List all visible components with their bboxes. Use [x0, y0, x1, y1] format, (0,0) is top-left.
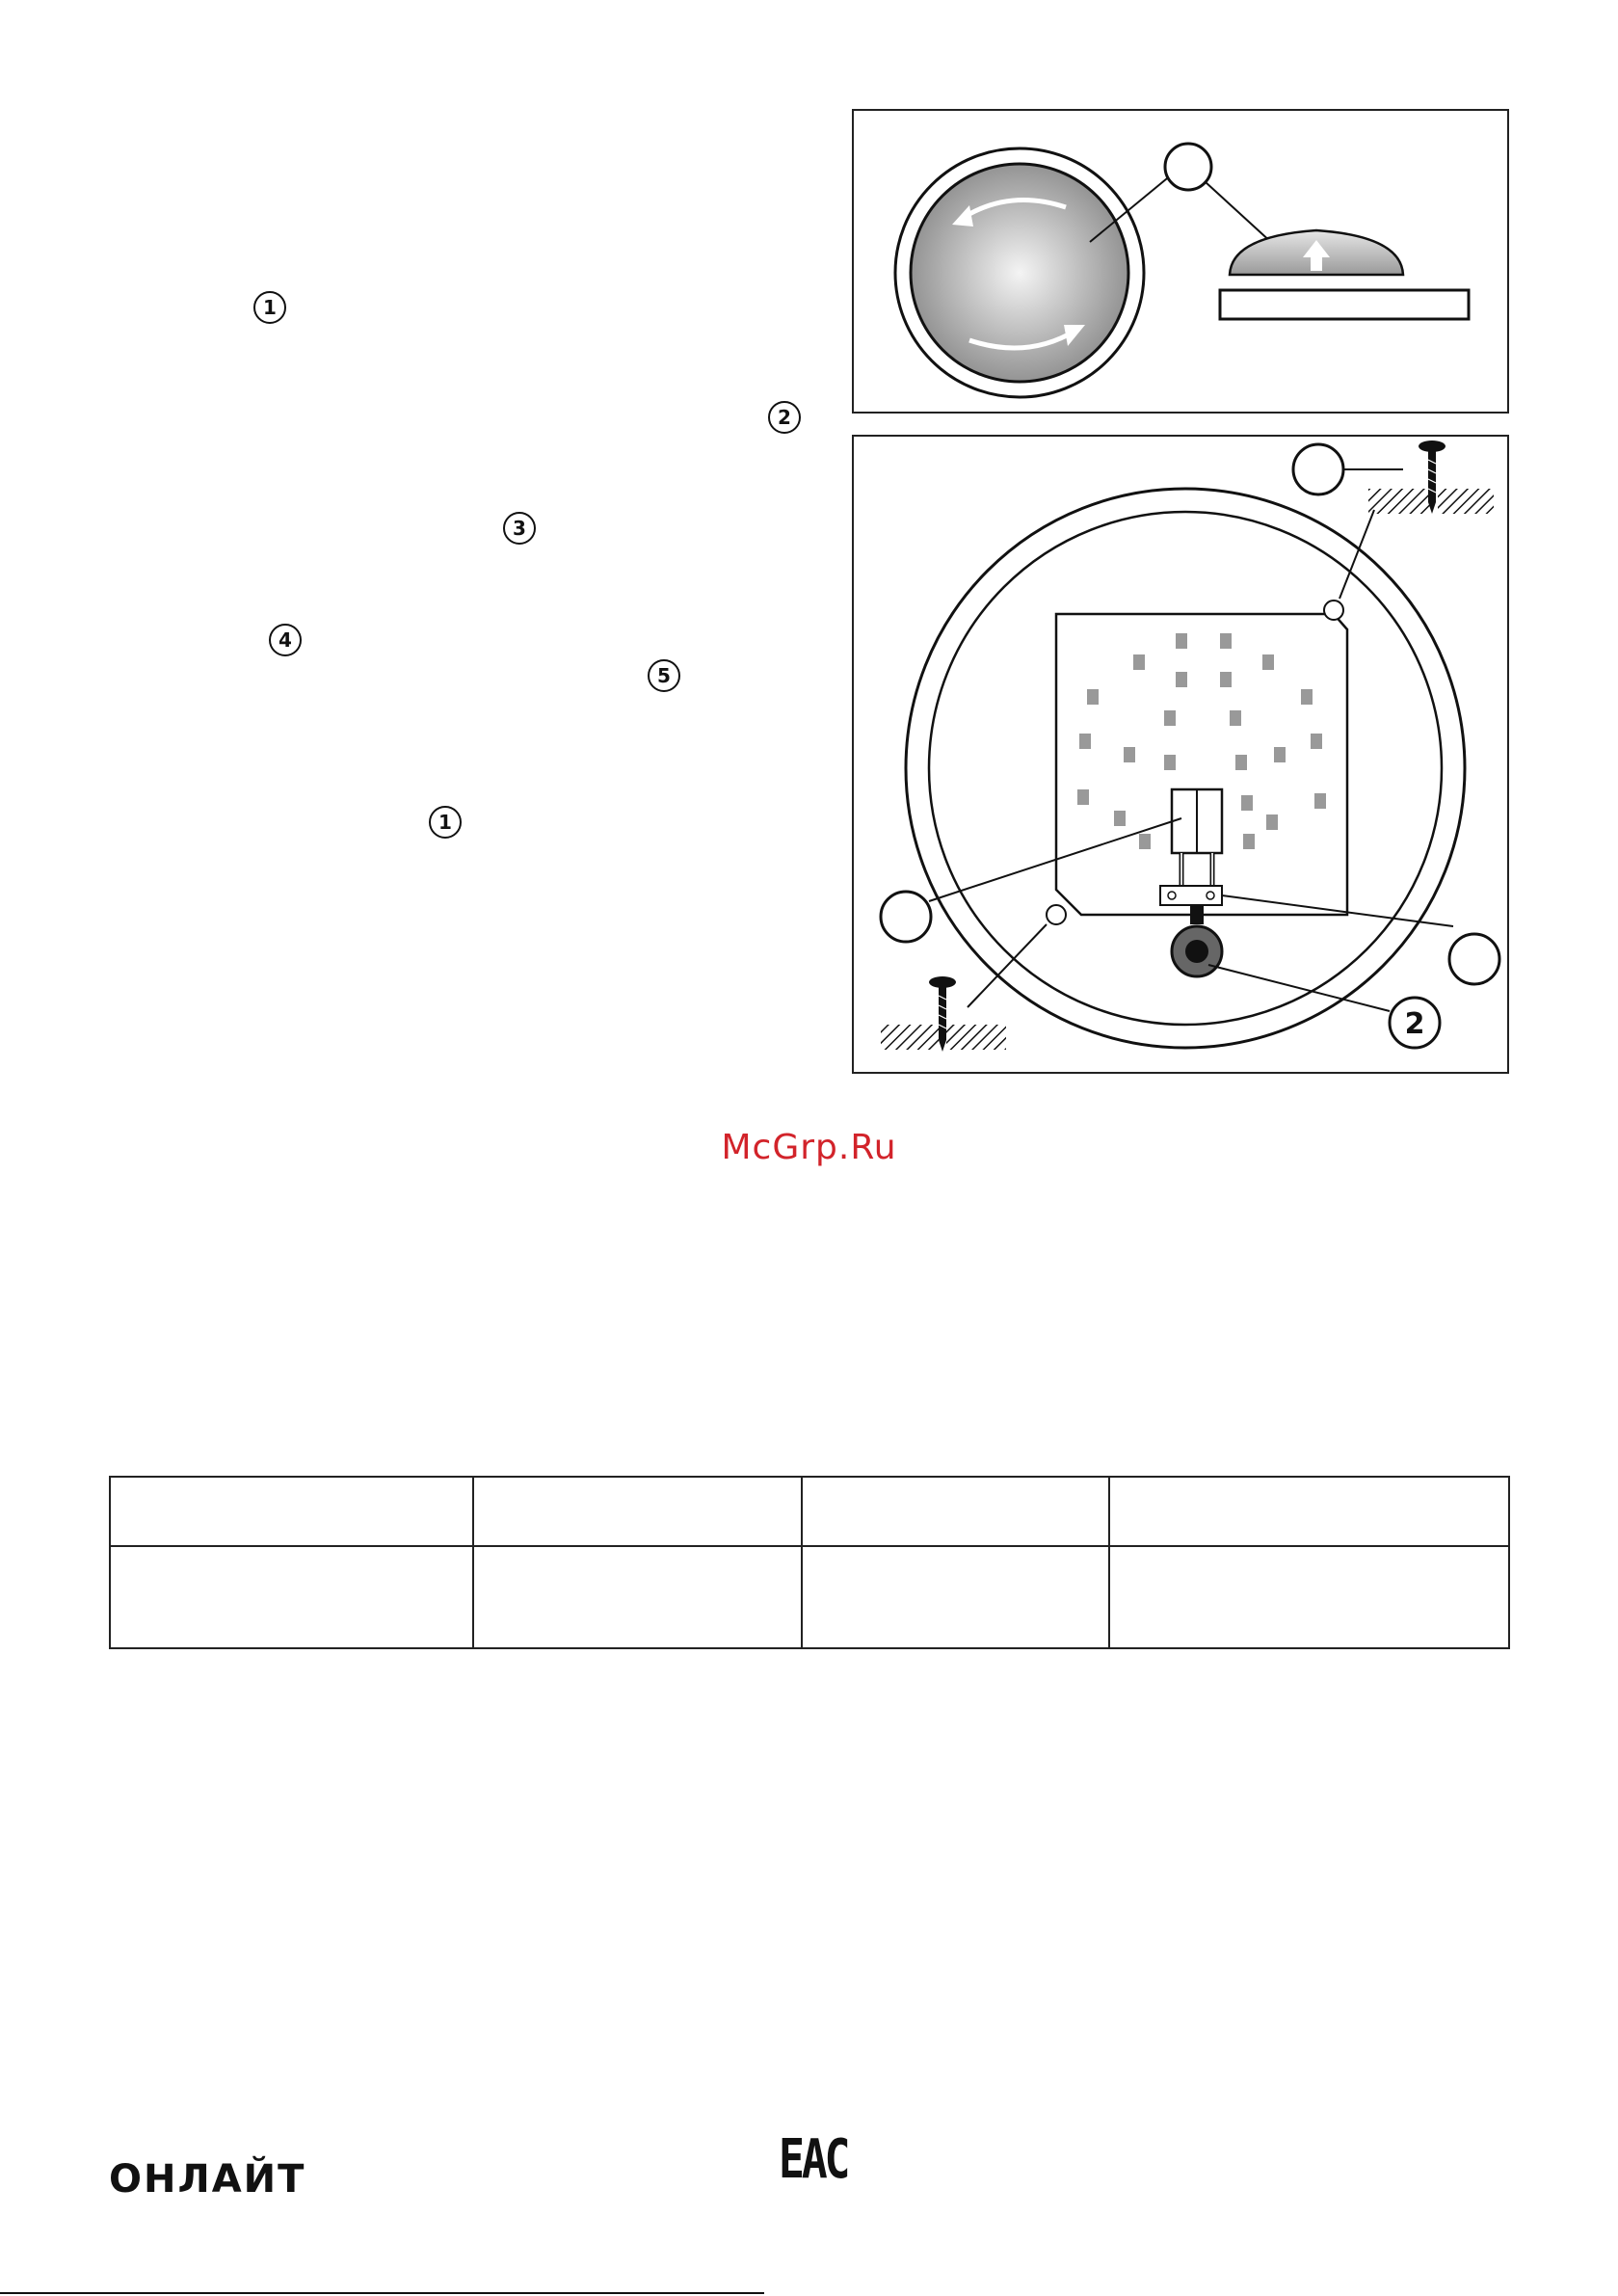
- callout-circle-terminal: [881, 892, 931, 942]
- figure-base-wiring: [852, 435, 1509, 1074]
- callout-circle-screw-upper: [1293, 444, 1343, 494]
- diffuser-illustration: [854, 111, 1507, 412]
- table-cell: [1109, 1477, 1509, 1546]
- callout-number-4: 4: [269, 624, 302, 656]
- table-cell: [802, 1546, 1109, 1648]
- callout-number-3: 3: [503, 512, 536, 545]
- callout-circle-top: [1165, 144, 1211, 190]
- callout-circle-clamp: [1449, 934, 1499, 984]
- callout-number-5: 5: [648, 659, 680, 692]
- spec-table: [109, 1476, 1510, 1649]
- bottom-rule: [0, 2292, 764, 2294]
- callout-number-1-repeat: 1: [429, 806, 462, 839]
- callout-number-2: 2: [768, 401, 801, 434]
- led-board: [1056, 614, 1347, 915]
- watermark: McGrp.Ru: [721, 1128, 897, 1167]
- table-row: [110, 1477, 1509, 1546]
- table-cell: [1109, 1546, 1509, 1648]
- table-cell: [110, 1546, 473, 1648]
- mounting-base-side-view: [1220, 290, 1469, 319]
- figure-diffuser-removal: [852, 109, 1509, 414]
- table-cell: [473, 1477, 802, 1546]
- callout-number-1: 1: [253, 291, 286, 324]
- table-cell: [110, 1477, 473, 1546]
- brand-logo: ОНЛАЙТ: [109, 2157, 306, 2202]
- mounting-hole-upper: [1324, 601, 1343, 620]
- callout-2-label: 2: [1404, 1007, 1425, 1041]
- table-cell: [473, 1546, 802, 1648]
- base-illustration: [854, 437, 1507, 1072]
- mounting-hole-lower: [1047, 905, 1066, 924]
- table-cell: [802, 1477, 1109, 1546]
- table-row: [110, 1546, 1509, 1648]
- eac-certification-mark: EAC: [779, 2128, 848, 2191]
